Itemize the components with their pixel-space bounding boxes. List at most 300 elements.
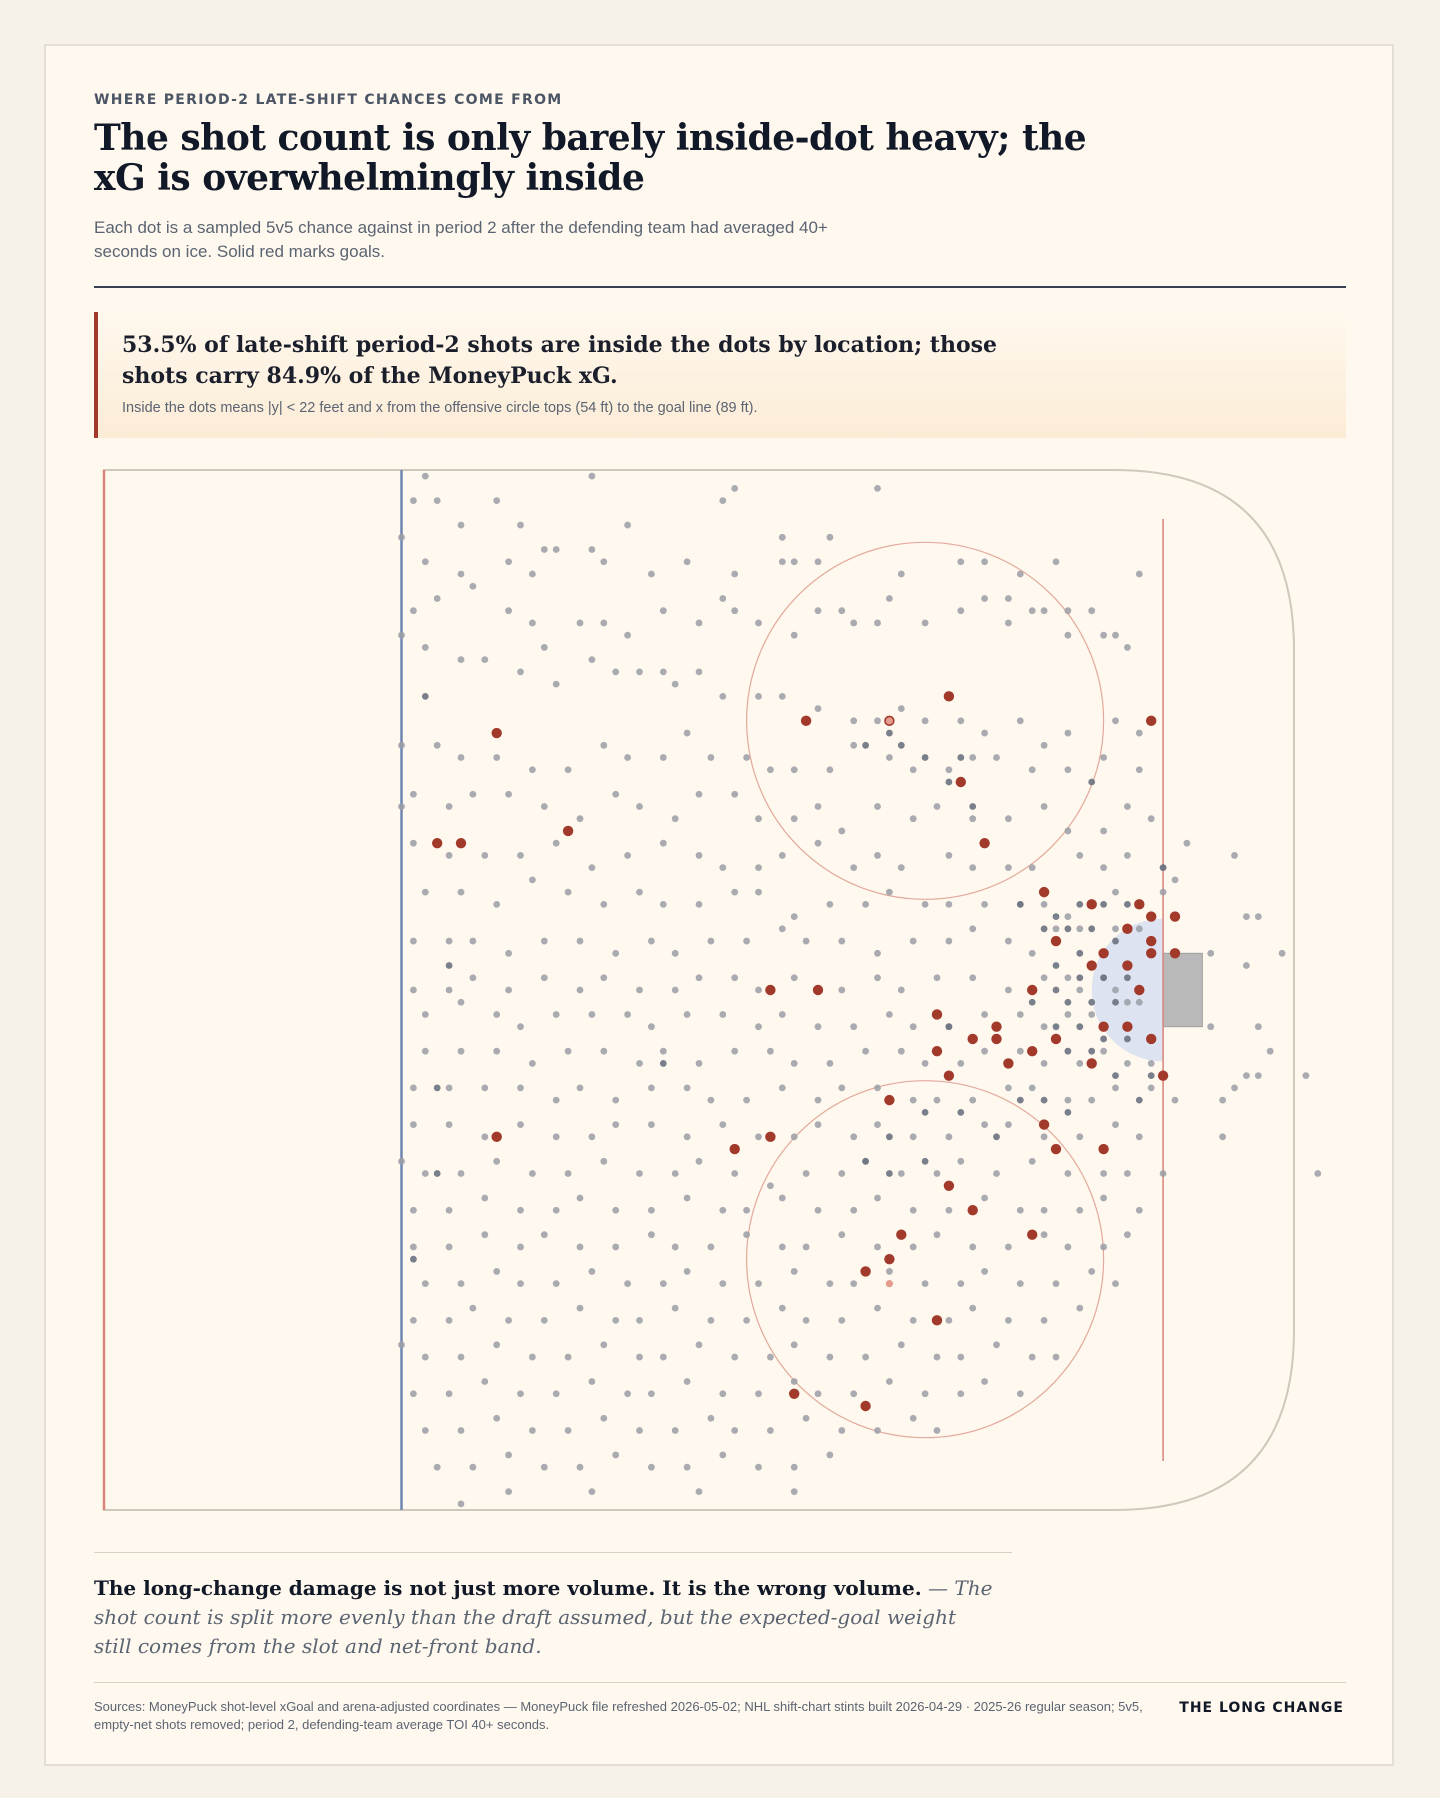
shot-dot bbox=[922, 717, 929, 724]
shot-dot bbox=[1041, 1207, 1048, 1214]
shot-dot bbox=[696, 668, 703, 675]
shot-dot bbox=[981, 1011, 988, 1018]
shot-dot-dense bbox=[410, 1256, 417, 1263]
shot-dot-dense bbox=[1136, 1097, 1143, 1104]
shot-dot bbox=[648, 1390, 655, 1397]
shot-dot bbox=[708, 1317, 715, 1324]
shot-dot bbox=[779, 1305, 786, 1312]
goal-dot bbox=[813, 985, 823, 995]
shot-dot bbox=[541, 974, 548, 981]
shot-dot bbox=[1148, 815, 1155, 822]
shot-dot bbox=[410, 791, 417, 798]
shot-dot bbox=[422, 1280, 429, 1287]
shot-dot bbox=[1005, 938, 1012, 945]
shot-dot bbox=[815, 803, 822, 810]
goal-dot bbox=[1003, 1058, 1013, 1068]
shot-dot bbox=[493, 1341, 500, 1348]
shot-dot bbox=[600, 974, 607, 981]
shot-dot bbox=[755, 889, 762, 896]
shot-dot bbox=[898, 1170, 905, 1177]
shot-dot bbox=[434, 595, 441, 602]
shot-dot bbox=[636, 1170, 643, 1177]
shot-dot bbox=[493, 1011, 500, 1018]
shot-dot bbox=[410, 1084, 417, 1091]
shot-dot bbox=[517, 1244, 524, 1251]
goal-dot bbox=[1087, 899, 1097, 909]
shot-dot bbox=[731, 1048, 738, 1055]
shot-dot bbox=[696, 974, 703, 981]
shot-dot bbox=[719, 1207, 726, 1214]
shot-dot bbox=[1076, 987, 1083, 994]
shot-dot bbox=[1148, 1084, 1155, 1091]
shot-dot bbox=[850, 1133, 857, 1140]
shot-dot-dense bbox=[886, 1170, 893, 1177]
shot-dot bbox=[422, 644, 429, 651]
shot-dot bbox=[1136, 1133, 1143, 1140]
shot-dot bbox=[493, 1415, 500, 1422]
goal-dot bbox=[730, 1144, 740, 1154]
shot-dot bbox=[577, 938, 584, 945]
shot-dot bbox=[696, 852, 703, 859]
shot-dot bbox=[458, 1170, 465, 1177]
goal-dot bbox=[1087, 960, 1097, 970]
shot-dot bbox=[410, 497, 417, 504]
shot-dot bbox=[624, 632, 631, 639]
shot-dot-dense bbox=[1053, 962, 1060, 969]
shot-dot bbox=[636, 1354, 643, 1361]
shot-dot bbox=[446, 938, 453, 945]
shot-dot bbox=[1100, 828, 1107, 835]
shot-dot bbox=[874, 620, 881, 627]
shot-dot bbox=[1124, 803, 1131, 810]
goal-dot bbox=[1039, 1119, 1049, 1129]
shot-dot-dense bbox=[993, 1133, 1000, 1140]
shot-dot bbox=[660, 901, 667, 908]
shot-dot bbox=[517, 522, 524, 529]
shot-dot bbox=[708, 1415, 715, 1422]
shot-dot bbox=[981, 730, 988, 737]
shot-dot bbox=[422, 1048, 429, 1055]
shot-dot-dense bbox=[660, 1060, 667, 1067]
shot-dot bbox=[1112, 632, 1119, 639]
shot-dot-dense bbox=[1065, 999, 1072, 1006]
shot-dot-dense bbox=[1124, 901, 1131, 908]
shot-dot bbox=[946, 1133, 953, 1140]
shot-dot bbox=[422, 889, 429, 896]
shot-dot bbox=[565, 766, 572, 773]
shot-dot bbox=[481, 852, 488, 859]
goal-dot bbox=[944, 691, 954, 701]
shot-dot bbox=[957, 717, 964, 724]
shot-dot bbox=[553, 1097, 560, 1104]
shot-dot-dense bbox=[1076, 1023, 1083, 1030]
shot-dot bbox=[612, 1317, 619, 1324]
shot-dot bbox=[910, 1207, 917, 1214]
shot-dot bbox=[922, 1060, 929, 1067]
shot-dot bbox=[636, 1427, 643, 1434]
shot-dot bbox=[719, 595, 726, 602]
shot-dot bbox=[862, 901, 869, 908]
shot-dot bbox=[648, 938, 655, 945]
shot-dot bbox=[410, 1390, 417, 1397]
shot-dot bbox=[589, 1378, 596, 1385]
shot-dot bbox=[624, 1280, 631, 1287]
goal-dot bbox=[1146, 911, 1156, 921]
shot-dot bbox=[815, 1207, 822, 1214]
shot-dot bbox=[458, 1280, 465, 1287]
shot-dot bbox=[517, 1121, 524, 1128]
shot-dot bbox=[1005, 595, 1012, 602]
shot-dot-dense bbox=[862, 742, 869, 749]
goal-dot bbox=[456, 838, 466, 848]
shot-dot bbox=[850, 620, 857, 627]
shot-dot-dense bbox=[422, 693, 429, 700]
shot-dot bbox=[660, 1280, 667, 1287]
shot-dot bbox=[1124, 852, 1131, 859]
shot-dot bbox=[1124, 999, 1131, 1006]
shot-dot bbox=[600, 742, 607, 749]
shot-dot bbox=[577, 1084, 584, 1091]
shot-dot bbox=[1005, 1084, 1012, 1091]
shot-dot bbox=[850, 1280, 857, 1287]
shot-dot bbox=[684, 1464, 691, 1471]
goal-dot bbox=[1146, 1034, 1156, 1044]
shot-dot bbox=[827, 1452, 834, 1459]
shot-dot bbox=[719, 864, 726, 871]
shot-dot bbox=[910, 1133, 917, 1140]
quote-divider bbox=[94, 1552, 1012, 1553]
shot-dot bbox=[672, 950, 679, 957]
shot-dot bbox=[779, 1244, 786, 1251]
shot-dot bbox=[708, 1244, 715, 1251]
shot-dot bbox=[398, 1158, 405, 1165]
shot-dot bbox=[922, 1390, 929, 1397]
shot-dot bbox=[1041, 901, 1048, 908]
shot-dot bbox=[755, 864, 762, 871]
shot-dot bbox=[1314, 1170, 1321, 1177]
shot-dot bbox=[779, 534, 786, 541]
shot-dot bbox=[1041, 742, 1048, 749]
shot-dot bbox=[779, 1011, 786, 1018]
shot-dot bbox=[458, 1427, 465, 1434]
shot-dot bbox=[529, 1427, 536, 1434]
shot-dot bbox=[1076, 1207, 1083, 1214]
shot-dot bbox=[648, 1207, 655, 1214]
shot-dot-dense bbox=[886, 1133, 893, 1140]
shot-dot bbox=[874, 852, 881, 859]
shot-dot bbox=[791, 815, 798, 822]
shot-dot-dense bbox=[1065, 925, 1072, 932]
shot-dot bbox=[1076, 1060, 1083, 1067]
shot-dot bbox=[696, 620, 703, 627]
shot-dot-dense bbox=[1088, 999, 1095, 1006]
shot-dot bbox=[767, 1048, 774, 1055]
shot-dot bbox=[470, 1305, 477, 1312]
shot-dot bbox=[1112, 987, 1119, 994]
shot-dot bbox=[791, 974, 798, 981]
shot-dot bbox=[886, 595, 893, 602]
shot-dot bbox=[684, 1133, 691, 1140]
brand-mark: THE LONG CHANGE bbox=[1179, 1700, 1344, 1716]
shot-dot bbox=[981, 1195, 988, 1202]
shot-dot bbox=[470, 938, 477, 945]
shot-dot bbox=[600, 901, 607, 908]
shot-dot bbox=[660, 607, 667, 614]
shot-dot bbox=[684, 730, 691, 737]
shot-dot-dense bbox=[1076, 950, 1083, 957]
shot-dot bbox=[1053, 1354, 1060, 1361]
goal-dot bbox=[944, 1181, 954, 1191]
shot-dot bbox=[719, 1121, 726, 1128]
shot-dot bbox=[696, 1488, 703, 1495]
shot-dot bbox=[612, 1244, 619, 1251]
shot-dot bbox=[458, 656, 465, 663]
shot-dot bbox=[731, 1170, 738, 1177]
shot-dot bbox=[898, 1048, 905, 1055]
shot-dot-dense bbox=[1053, 1023, 1060, 1030]
shot-dot bbox=[969, 864, 976, 871]
shot-dot bbox=[850, 864, 857, 871]
shot-dot bbox=[708, 754, 715, 761]
shot-dot bbox=[541, 546, 548, 553]
shot-dot bbox=[1136, 730, 1143, 737]
shot-dot bbox=[981, 558, 988, 565]
shot-dot bbox=[553, 840, 560, 847]
shot-dot bbox=[850, 1023, 857, 1030]
shot-dot bbox=[589, 1133, 596, 1140]
shot-dot bbox=[898, 1341, 905, 1348]
shot-dot bbox=[505, 1452, 512, 1459]
shot-dot bbox=[1065, 632, 1072, 639]
shot-dot bbox=[1088, 1268, 1095, 1275]
shot-dot bbox=[446, 1390, 453, 1397]
shot-dot bbox=[993, 754, 1000, 761]
shot-dot bbox=[886, 1011, 893, 1018]
shot-dot bbox=[446, 1244, 453, 1251]
shot-dot bbox=[577, 1305, 584, 1312]
shot-dot bbox=[1041, 607, 1048, 614]
shot-dot bbox=[946, 1317, 953, 1324]
shot-dot bbox=[1243, 913, 1250, 920]
shot-dot bbox=[529, 620, 536, 627]
shot-dot-dense bbox=[1076, 901, 1083, 908]
shot-dot bbox=[886, 754, 893, 761]
shot-dot bbox=[684, 1268, 691, 1275]
shot-dot bbox=[1065, 1244, 1072, 1251]
goal-dot bbox=[896, 1230, 906, 1240]
shot-dot bbox=[600, 1415, 607, 1422]
shot-dot bbox=[565, 1170, 572, 1177]
shot-dot bbox=[946, 852, 953, 859]
shot-dot bbox=[1124, 1060, 1131, 1067]
rink-shot-chart bbox=[94, 468, 1346, 1520]
shot-dot bbox=[1303, 1072, 1310, 1079]
shot-dot bbox=[767, 1427, 774, 1434]
shot-dot bbox=[410, 1244, 417, 1251]
sources-note: Sources: MoneyPuck shot-level xGoal and arena-adjusted coordinates — MoneyPuck file refreshed 2026-05-02; NHL shift-chart stints built 2026-04-29 · 2025-26 regular season; 5v5, empty-net shots removed; period 2, defending-team average TOI 40+ seconds. bbox=[94, 1699, 1143, 1732]
shot-dot bbox=[1255, 1023, 1262, 1030]
goal-dot bbox=[979, 838, 989, 848]
shot-dot bbox=[493, 1268, 500, 1275]
shot-dot bbox=[910, 1023, 917, 1030]
shot-dot bbox=[1065, 913, 1072, 920]
shot-dot bbox=[624, 522, 631, 529]
shot-dot bbox=[600, 558, 607, 565]
shot-dot bbox=[446, 1121, 453, 1128]
shot-dot bbox=[696, 1158, 703, 1165]
shot-dot bbox=[577, 815, 584, 822]
shot-dot bbox=[969, 1244, 976, 1251]
shot-dot bbox=[731, 1354, 738, 1361]
goal-dot bbox=[1158, 1070, 1168, 1080]
shot-dot bbox=[827, 901, 834, 908]
shot-dot bbox=[1076, 925, 1083, 932]
shot-dot bbox=[946, 1207, 953, 1214]
shot-dot bbox=[731, 791, 738, 798]
goal-dot bbox=[932, 1046, 942, 1056]
page-title: The shot count is only barely inside-dot heavy; the xG is overwhelmingly inside bbox=[94, 117, 1087, 199]
shot-dot bbox=[1041, 1133, 1048, 1140]
shot-dot bbox=[779, 852, 786, 859]
goal-dot bbox=[860, 1266, 870, 1276]
shot-dot bbox=[1112, 1084, 1119, 1091]
shot-dot-dense bbox=[1053, 987, 1060, 994]
shot-dot bbox=[791, 1060, 798, 1067]
goal-dot bbox=[1146, 716, 1156, 726]
shot-dot bbox=[874, 1305, 881, 1312]
shot-dot-dense bbox=[1065, 1109, 1072, 1116]
shot-dot bbox=[1255, 1072, 1262, 1079]
shot-dot bbox=[1017, 571, 1024, 578]
shot-dot-dense bbox=[1029, 999, 1036, 1006]
shot-dot bbox=[648, 1121, 655, 1128]
shot-dot bbox=[1207, 1023, 1214, 1030]
goal-dot bbox=[1134, 985, 1144, 995]
shot-dot bbox=[815, 1023, 822, 1030]
shot-dot bbox=[684, 1011, 691, 1018]
shot-dot bbox=[470, 791, 477, 798]
shot-dot bbox=[969, 1097, 976, 1104]
goal-dot bbox=[563, 826, 573, 836]
shot-dot bbox=[874, 950, 881, 957]
shot-dot bbox=[993, 1341, 1000, 1348]
goal-dot bbox=[968, 1034, 978, 1044]
shot-dot bbox=[755, 1464, 762, 1471]
goal-dot bbox=[1134, 899, 1144, 909]
shot-dot bbox=[1005, 1317, 1012, 1324]
shot-dot bbox=[791, 1378, 798, 1385]
shot-dot bbox=[589, 1488, 596, 1495]
shot-dot bbox=[946, 766, 953, 773]
shot-dot bbox=[529, 766, 536, 773]
goal-dot bbox=[1051, 1034, 1061, 1044]
shot-dot bbox=[517, 1390, 524, 1397]
goal-dot bbox=[860, 1401, 870, 1411]
shot-dot bbox=[1005, 864, 1012, 871]
shot-dot bbox=[589, 546, 596, 553]
shot-dot bbox=[636, 889, 643, 896]
shot-dot bbox=[1029, 1158, 1036, 1165]
shot-dot bbox=[838, 938, 845, 945]
goal-dot bbox=[1039, 887, 1049, 897]
shot-dot bbox=[791, 632, 798, 639]
shot-dot bbox=[803, 1170, 810, 1177]
shot-dot bbox=[850, 1207, 857, 1214]
shot-dot bbox=[577, 620, 584, 627]
shot-dot-dense bbox=[862, 1158, 869, 1165]
shot-dot bbox=[1065, 1170, 1072, 1177]
shot-dot bbox=[1005, 1244, 1012, 1251]
quote-body: — The shot count is split more evenly than the draft assumed, but the expected-goal weight still comes from the slot and net-front band. bbox=[94, 1576, 993, 1658]
shot-dot bbox=[398, 1341, 405, 1348]
shot-dot bbox=[779, 558, 786, 565]
shot-dot bbox=[1041, 1317, 1048, 1324]
shot-dot bbox=[934, 1170, 941, 1177]
shot-dot bbox=[481, 1195, 488, 1202]
shot-dot bbox=[708, 1097, 715, 1104]
goal-dot bbox=[1146, 948, 1156, 958]
shot-dot bbox=[862, 1354, 869, 1361]
goal-dot bbox=[1027, 1230, 1037, 1240]
goal-dot bbox=[1146, 936, 1156, 946]
shot-dot bbox=[422, 558, 429, 565]
shot-dot bbox=[446, 1317, 453, 1324]
shot-dot bbox=[743, 1231, 750, 1238]
shot-dot bbox=[541, 644, 548, 651]
shot-dot bbox=[481, 1231, 488, 1238]
shot-dot bbox=[589, 864, 596, 871]
shot-dot bbox=[957, 1158, 964, 1165]
card bbox=[44, 44, 1394, 1766]
shot-dot-dense bbox=[1100, 974, 1107, 981]
goal-dot bbox=[765, 985, 775, 995]
shot-dot bbox=[827, 1060, 834, 1067]
shot-dot bbox=[505, 791, 512, 798]
shot-dot bbox=[886, 1268, 893, 1275]
goal-dot bbox=[1122, 1022, 1132, 1032]
shot-dot bbox=[672, 681, 679, 688]
shot-dot bbox=[743, 1317, 750, 1324]
shot-dot bbox=[636, 987, 643, 994]
shot-dot bbox=[1065, 730, 1072, 737]
shot-dot bbox=[743, 1097, 750, 1104]
shot-dot bbox=[577, 1195, 584, 1202]
shot-dot bbox=[541, 1231, 548, 1238]
shot-dot bbox=[922, 620, 929, 627]
shot-dot bbox=[1017, 1048, 1024, 1055]
shot-dot bbox=[481, 1084, 488, 1091]
shot-dot bbox=[660, 1048, 667, 1055]
shot-dot-dense bbox=[922, 1158, 929, 1165]
shot-dot bbox=[493, 1048, 500, 1055]
shot-dot bbox=[767, 1182, 774, 1189]
goal-dot bbox=[765, 1132, 775, 1142]
shot-dot bbox=[862, 1048, 869, 1055]
shot-dot bbox=[505, 950, 512, 957]
goal-dot bbox=[1051, 1144, 1061, 1154]
goal-dot bbox=[944, 1070, 954, 1080]
shot-dot bbox=[624, 852, 631, 859]
shot-dot bbox=[755, 1280, 762, 1287]
shot-dot-dense bbox=[922, 754, 929, 761]
shot-dot-dense bbox=[1065, 1048, 1072, 1055]
shot-dot bbox=[505, 607, 512, 614]
shot-dot bbox=[791, 1133, 798, 1140]
shot-dot bbox=[719, 1390, 726, 1397]
shot-dot bbox=[755, 1390, 762, 1397]
shot-dot bbox=[553, 1133, 560, 1140]
shot-dot bbox=[1136, 925, 1143, 932]
